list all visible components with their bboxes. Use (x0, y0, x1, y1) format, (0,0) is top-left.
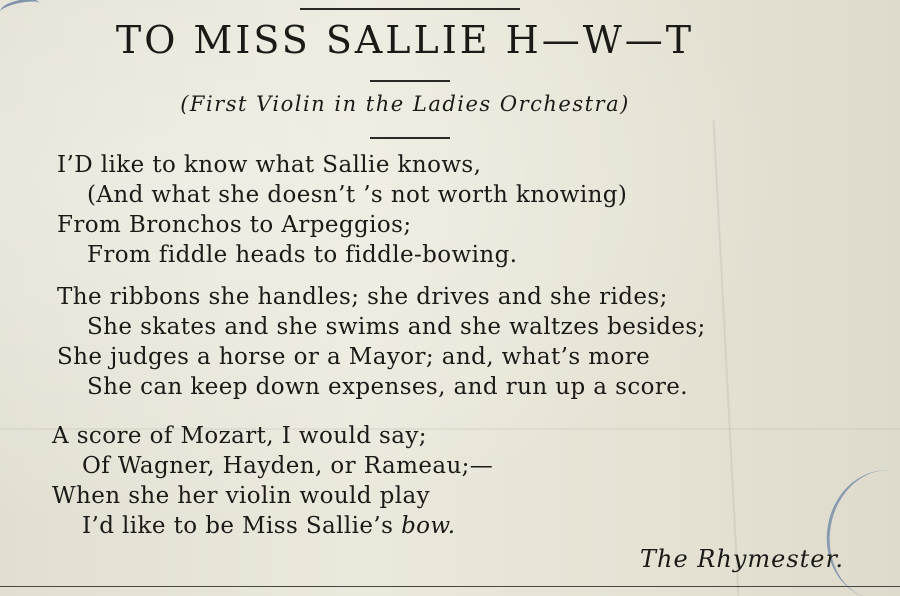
stanza-1 (57, 150, 627, 270)
poem-line: She can keep down expenses, and run up a score. (87, 374, 688, 400)
bottom-rule (0, 586, 900, 587)
poem-title: TO MISS SALLIE H—W—T (115, 18, 695, 62)
poem-line: (And what she doesn’t ’s not worth knowing) (87, 182, 628, 208)
poem-line: Of Wagner, Hayden, or Rameau;— (82, 453, 494, 479)
poem-line: I’D like to know what Sallie knows, (57, 152, 482, 178)
poem-line: From fiddle heads to fiddle-bowing. (87, 242, 518, 268)
poem-line-emphasis: bow. (401, 513, 456, 539)
author-signature: The Rhymester. (640, 545, 844, 573)
poem-subtitle: (First Violin in the Ladies Orchestra) (180, 92, 630, 116)
ink-mark (0, 0, 41, 19)
paper-crease (713, 120, 740, 595)
poem-line-text: I’d like to be Miss Sallie’s (82, 513, 394, 539)
poem-line: The ribbons she handles; she drives and she rides; (57, 284, 668, 310)
poem-line: She judges a horse or a Mayor; and, what’s more (57, 344, 651, 370)
stanza-2 (57, 282, 706, 402)
title-rule (370, 80, 450, 82)
poem-line-last (52, 511, 493, 541)
poem-line: A score of Mozart, I would say; (52, 423, 427, 449)
ink-mark (817, 461, 900, 596)
poem-line: She skates and she swims and she waltzes besides; (87, 314, 706, 340)
top-rule (300, 8, 520, 10)
subtitle-rule (370, 137, 450, 139)
stanza-3 (52, 421, 493, 541)
poem-line: From Bronchos to Arpeggios; (57, 212, 412, 238)
poem-line: When she her violin would play (52, 483, 431, 509)
